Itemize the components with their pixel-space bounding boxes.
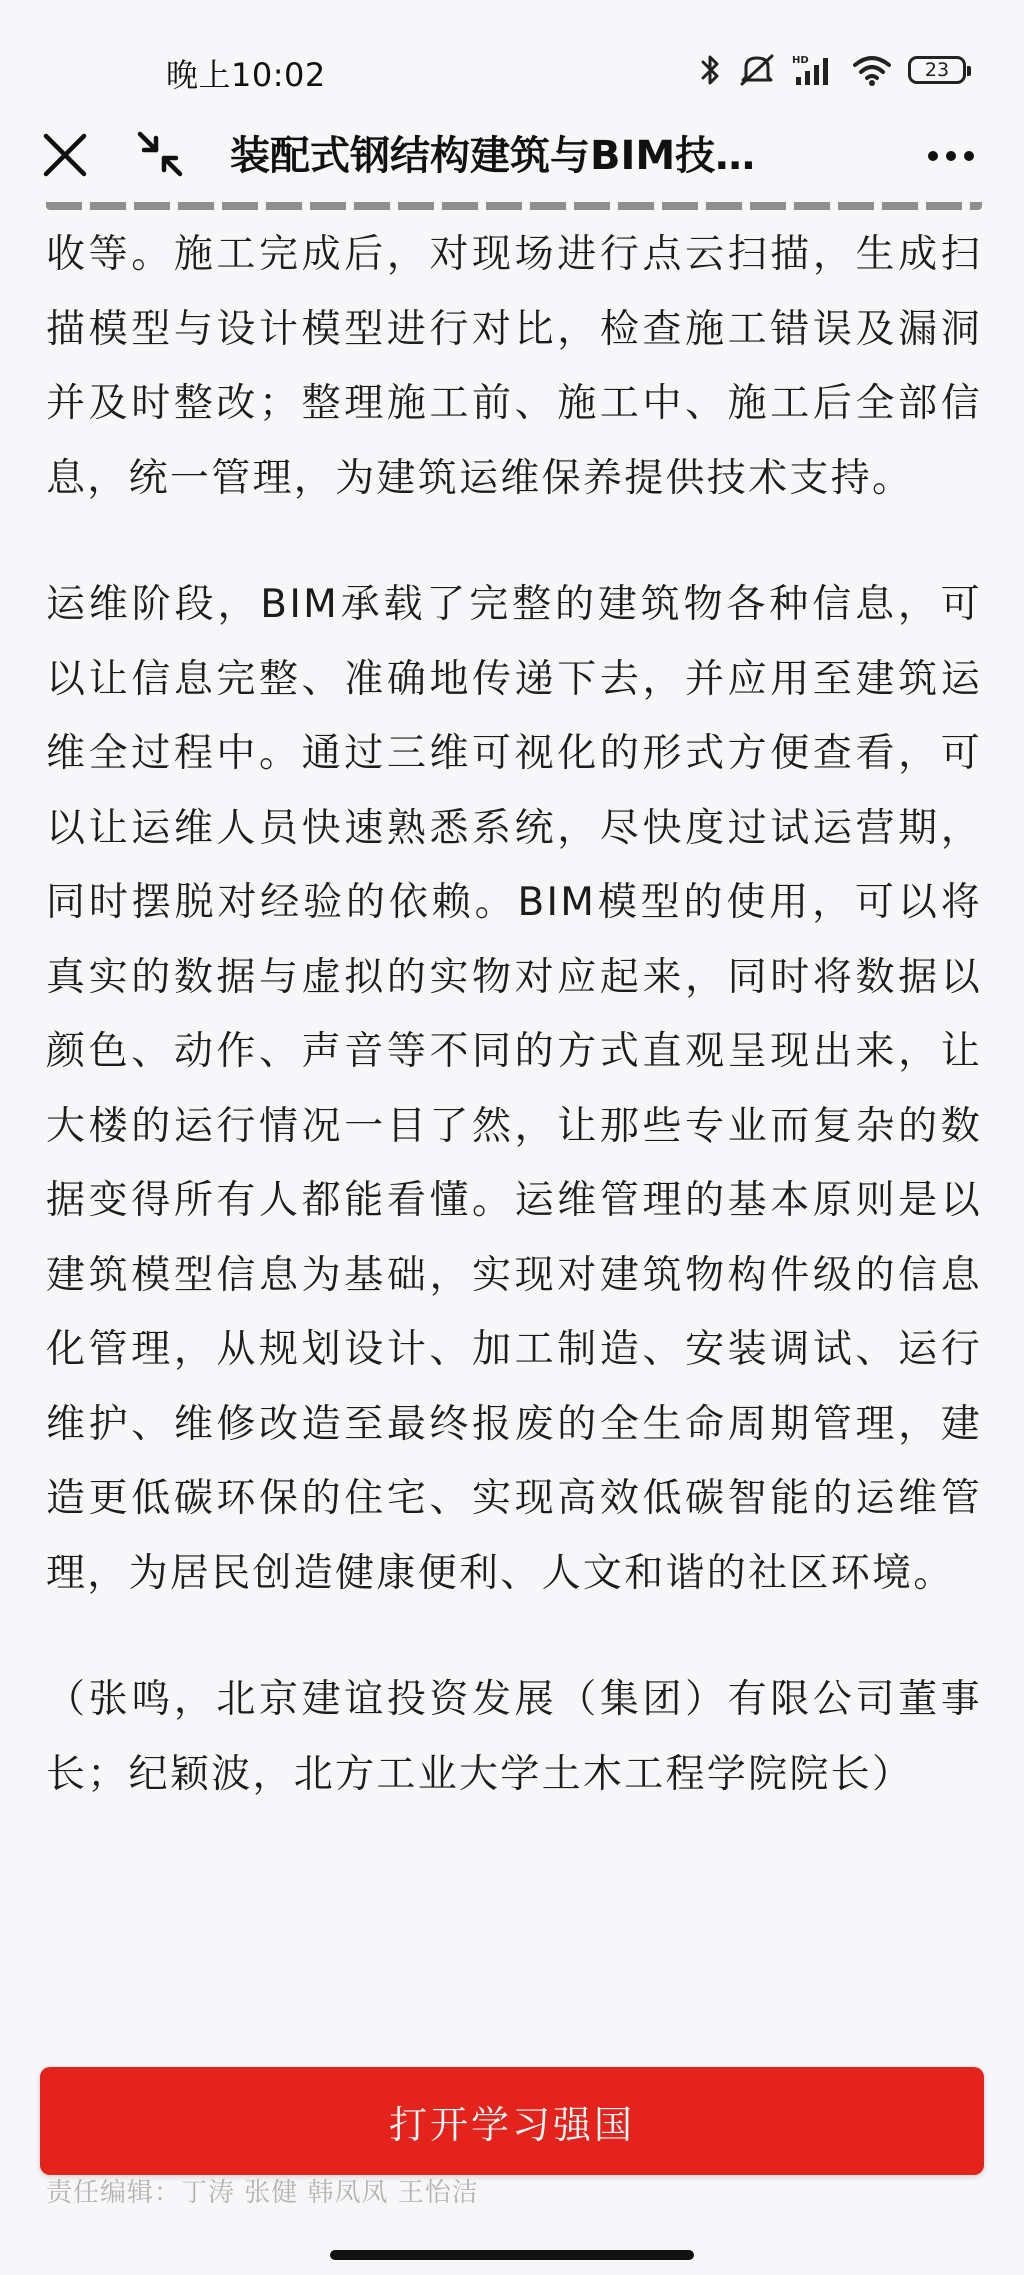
responsible-editors: 责任编辑：丁涛 张健 韩凤凤 王怡洁 xyxy=(46,2178,479,2208)
article-paragraph: 运维阶段，BIM承载了完整的建筑物各种信息，可以让信息完整、准确地传递下去，并应用至建筑运维全过程中。通过三维可视化的形式方便查看，可以让运维人员快速熟悉系统，尽快度过试运营期，同时摆脱对经验的依赖。BIM模型的使用，可以将真实的数据与虚拟的实物对应起来，同时将数据以颜色、动作、声音等不同的方式直观呈现出来，让大楼的运行情况一目了然，让那些专业而复杂的数据变得所有人都能看懂。运维管理的基本原则是以建筑模型信息为基础，实现对建筑物构件级的信息化管理，从规划设计、加工制造、安装调试、运行维护、维修改造至最终报废的全生命周期管理，建造更低碳环保的住宅、实现高效低碳智能的运维管理，为居民创造健康便利、人文和谐的社区环境。 xyxy=(46,582,982,1596)
wifi-icon xyxy=(852,54,892,86)
open-app-button[interactable]: 打开学习强国 xyxy=(40,2067,984,2175)
mute-icon xyxy=(738,53,776,87)
more-icon[interactable] xyxy=(926,136,976,176)
article-paragraph: 收等。施工完成后，对现场进行点云扫描，生成扫描模型与设计模型进行对比，检查施工错误及漏洞并及时整改；整理施工前、施工中、施工后全部信息，统一管理，为建筑运维保养提供技术支持。 xyxy=(46,232,982,501)
nav-bar xyxy=(0,110,1024,202)
page-title: 装配式钢结构建筑与BIM技… xyxy=(230,133,756,179)
svg-text:HD: HD xyxy=(792,55,809,66)
status-time: 晚上10:02 xyxy=(166,56,326,94)
close-icon[interactable] xyxy=(40,130,90,180)
home-indicator[interactable] xyxy=(330,2250,694,2260)
article-content xyxy=(46,202,982,2112)
bluetooth-icon xyxy=(700,53,722,87)
clipped-text-line xyxy=(46,202,982,210)
minimize-icon[interactable] xyxy=(134,128,186,180)
article-paragraph: （张鸣，北京建谊投资发展（集团）有限公司董事长；纪颖波，北方工业大学土木工程学院院长） xyxy=(46,1677,982,1797)
battery-icon: 23 xyxy=(908,56,966,84)
status-icons xyxy=(700,52,966,88)
hd-signal-icon xyxy=(792,53,836,87)
